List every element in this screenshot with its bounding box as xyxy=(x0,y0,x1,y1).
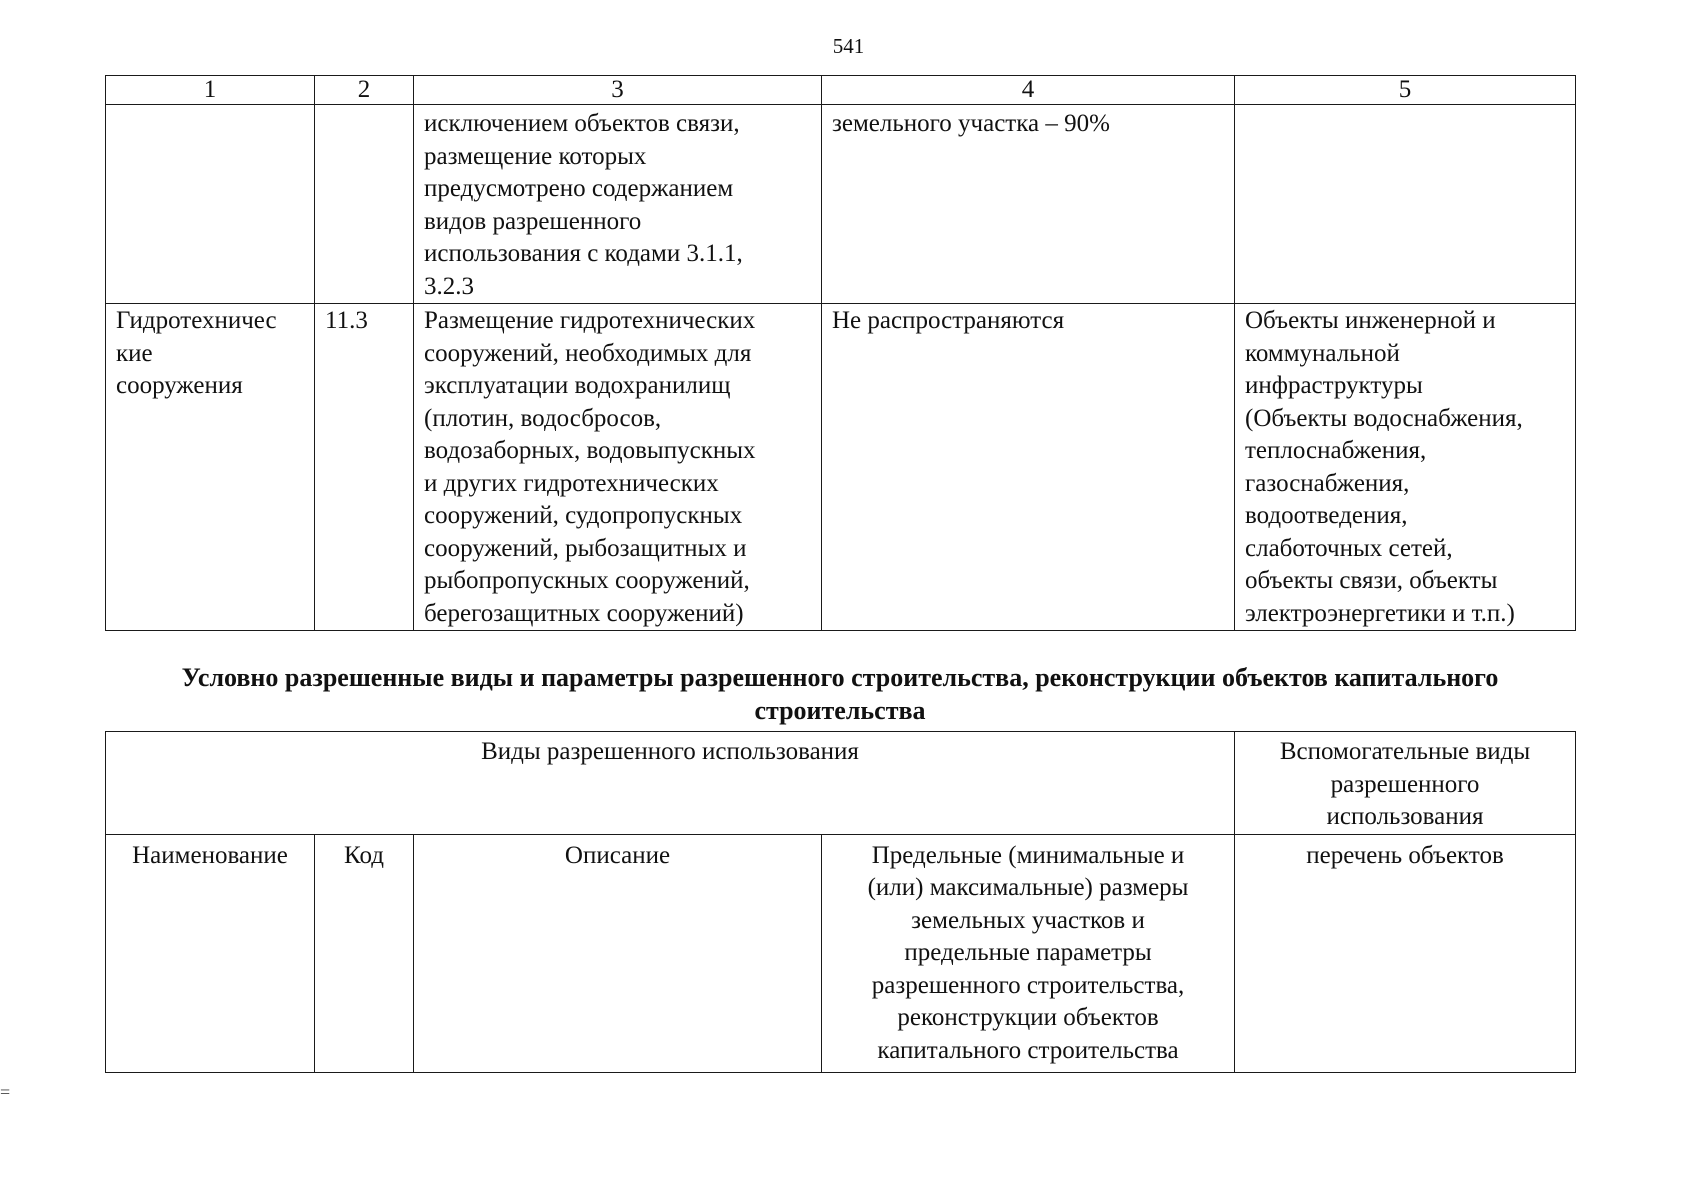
permitted-uses-header: Виды разрешенного использования xyxy=(106,732,1235,835)
objects-list-column-header: перечень объектов xyxy=(1235,834,1576,1072)
table-row xyxy=(106,105,1576,304)
use-name-cell: Гидротехничес кие сооружения xyxy=(106,304,315,631)
column-number-1: 1 xyxy=(106,76,315,105)
name-column-header: Наименование xyxy=(106,834,315,1072)
use-parameters-cell: Не распространяются xyxy=(822,304,1235,631)
page-number: 541 xyxy=(832,34,865,58)
auxiliary-uses-header: Вспомогательные виды разрешенного использования xyxy=(1235,732,1576,835)
description-column-header: Описание xyxy=(414,834,822,1072)
use-name-cell xyxy=(106,105,315,304)
section-heading: Условно разрешенные виды и параметры разрешенного строительства, реконструкции объектов капитального строительства xyxy=(181,663,1499,725)
column-number-5: 5 xyxy=(1235,76,1576,105)
use-parameters-cell: земельного участка – 90% xyxy=(822,105,1235,304)
auxiliary-uses-cell xyxy=(1235,105,1576,304)
column-header-row xyxy=(106,834,1576,1072)
table-row xyxy=(106,304,1576,631)
use-description-cell: исключением объектов связи, размещение которых предусмотрено содержанием видов разрешенного использования с кодами 3.1.1, 3.2.3 xyxy=(414,105,822,304)
use-code-cell xyxy=(315,105,414,304)
auxiliary-uses-cell: Объекты инженерной и коммунальной инфраструктуры (Объекты водоснабжения, теплоснабжения, газоснабжения, водоотведения, слаботочных сетей, объекты связи, объекты электроэнергетики и т.п.) xyxy=(1235,304,1576,631)
parameters-column-header: Предельные (минимальные и (или) максимальные) размеры земельных участков и предельные параметры разрешенного строительства, реконструкции объектов капитального строительства xyxy=(822,834,1235,1072)
code-column-header: Код xyxy=(315,834,414,1072)
permitted-uses-table xyxy=(105,75,1576,631)
scan-edge-mark: = xyxy=(0,1082,11,1102)
use-description-cell: Размещение гидротехнических сооружений, необходимых для эксплуатации водохранилищ (плотин, водосбросов, водозаборных, водовыпускных и других гидротехнических сооружений, судопропускных сооружений, рыбозащитных и рыбопропускных сооружений, берегозащитных сооружений) xyxy=(414,304,822,631)
column-number-4: 4 xyxy=(822,76,1235,105)
header-row xyxy=(106,732,1576,835)
column-number-2: 2 xyxy=(315,76,414,105)
column-number-3: 3 xyxy=(414,76,822,105)
column-number-row xyxy=(106,76,1576,105)
conditional-uses-table xyxy=(105,731,1576,1073)
use-code-cell: 11.3 xyxy=(315,304,414,631)
